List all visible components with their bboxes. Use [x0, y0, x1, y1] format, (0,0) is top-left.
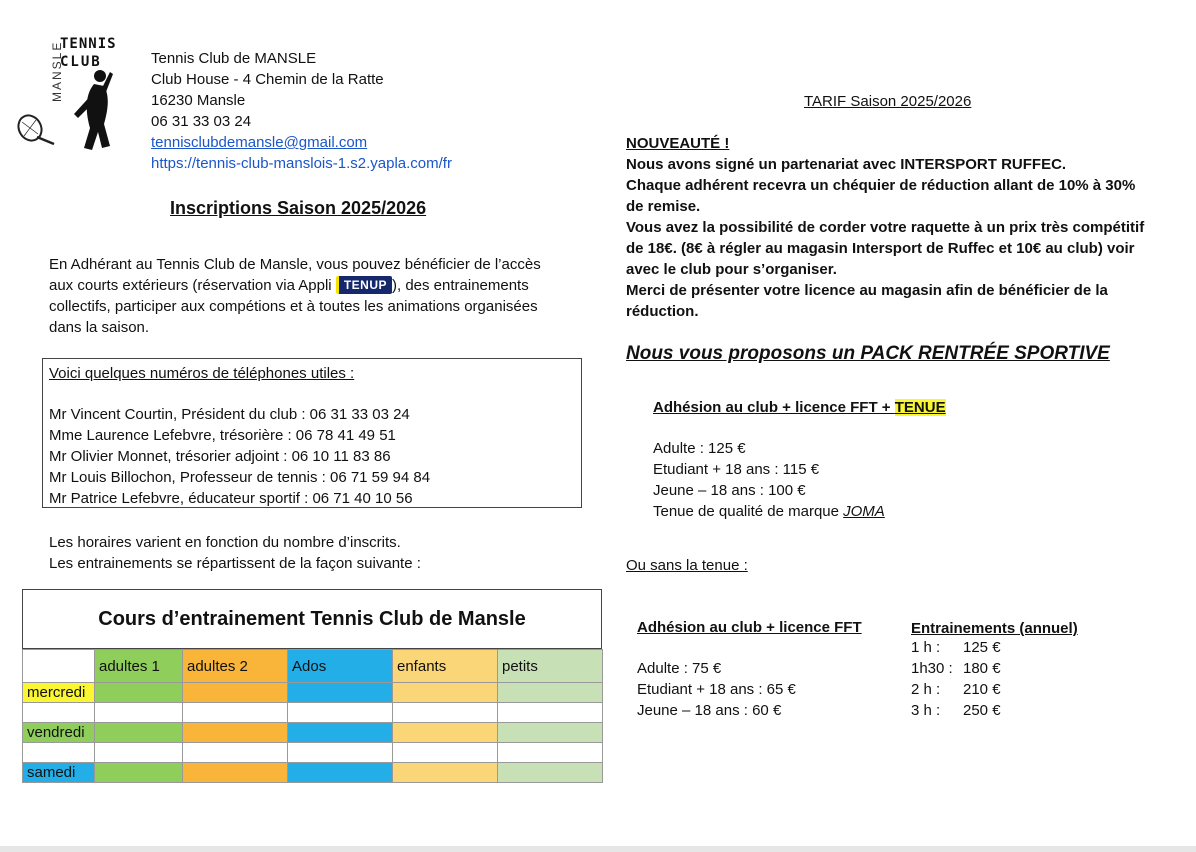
table-row [23, 683, 603, 703]
contact-item: Mr Patrice Lefebvre, éducateur sportif : 06 71 40 10 56 [49, 490, 413, 507]
hours-line1: Les horaires varient en fonction du nombre d’inscrits. [49, 534, 401, 551]
club-address1: Club House - 4 Chemin de la Ratte [151, 71, 384, 88]
column-header: enfants [393, 650, 498, 683]
table-row [23, 763, 603, 783]
training-heading: Entrainements (annuel) [911, 620, 1078, 637]
tenue-highlight: TENUE [894, 399, 946, 416]
intro-line1: En Adhérant au Tennis Club de Mansle, vous pouvez bénéficier de l’accès [49, 256, 541, 273]
phone-numbers-box [42, 358, 582, 508]
page-bottom-border [0, 846, 1196, 852]
intro-line2: aux courts extérieurs (réservation via Appli TENUP ), des entrainements [49, 277, 529, 294]
empty-header-cell [23, 650, 95, 683]
news-line: Merci de présenter votre licence au magasin afin de bénéficier de la [626, 282, 1108, 299]
table-cell [23, 743, 95, 763]
table-cell [288, 743, 393, 763]
table-cell [95, 743, 183, 763]
adhesion-heading: Adhésion au club + licence FFT [637, 619, 862, 636]
price-item: Jeune – 18 ans : 60 € [637, 702, 782, 719]
news-line: réduction. [626, 303, 699, 320]
table-cell [183, 703, 288, 723]
club-website-link[interactable]: https://tennis-club-manslois-1.s2.yapla.com/fr [151, 155, 452, 172]
phones-heading: Voici quelques numéros de téléphones utiles : [49, 365, 355, 382]
schedule-table [22, 589, 602, 783]
table-cell [95, 683, 183, 703]
table-cell [393, 703, 498, 723]
table-cell [95, 723, 183, 743]
tarif-heading: TARIF Saison 2025/2026 [804, 93, 972, 110]
table-header-row [23, 650, 603, 683]
tenue-line: Tenue de qualité de marque JOMA [653, 503, 885, 520]
club-info [151, 48, 452, 174]
training-row: 2 h : 210 € [911, 681, 1001, 698]
table-cell [288, 763, 393, 783]
table-cell [498, 743, 603, 763]
tenup-logo: TENUP [336, 276, 392, 294]
club-phone: 06 31 33 03 24 [151, 113, 252, 130]
intro-line4: dans la saison. [49, 319, 150, 336]
news-line: Vous avez la possibilité de corder votre raquette à un prix très compétitif [626, 219, 1145, 236]
pack-title: Nous vous proposons un PACK RENTRÉE SPORTIVE [626, 343, 1110, 364]
column-header: petits [498, 650, 603, 683]
inscriptions-heading: Inscriptions Saison 2025/2026 [170, 198, 427, 218]
table-cell [183, 683, 288, 703]
training-row: 1h30 : 180 € [911, 660, 1001, 677]
table-cell [393, 723, 498, 743]
table-cell [183, 743, 288, 763]
price-item: Jeune – 18 ans : 100 € [653, 482, 806, 499]
club-name: Tennis Club de MANSLE [151, 50, 317, 67]
table-row [23, 743, 603, 763]
news-line: de remise. [626, 198, 701, 215]
table-cell [498, 723, 603, 743]
schedule-title: Cours d’entrainement Tennis Club de Mansle [22, 589, 602, 649]
table-cell [95, 763, 183, 783]
hours-line2: Les entrainements se répartissent de la façon suivante : [49, 555, 421, 572]
contact-item: Mme Laurence Lefebvre, trésorière : 06 78 41 49 51 [49, 427, 396, 444]
price-item: Adulte : 125 € [653, 440, 746, 457]
club-logo [14, 36, 117, 166]
adhesion-prices [637, 658, 796, 721]
table-cell [393, 763, 498, 783]
table-cell [95, 703, 183, 723]
table-row [23, 703, 603, 723]
table-cell [23, 703, 95, 723]
news-line: Chaque adhérent recevra un chéquier de réduction allant de 10% à 30% [626, 177, 1136, 194]
table-cell [498, 703, 603, 723]
logo-line1: TENNIS [60, 36, 117, 52]
table-row [23, 723, 603, 743]
club-address2: 16230 Mansle [151, 92, 246, 109]
day-label: samedi [23, 763, 95, 783]
hours-text [49, 532, 421, 574]
contact-list [49, 404, 430, 509]
schedule-grid [22, 649, 603, 783]
price-item: Adulte : 75 € [637, 660, 722, 677]
nouveaute-label: NOUVEAUTÉ ! [626, 135, 730, 152]
table-cell [393, 683, 498, 703]
club-email-link[interactable]: tennisclubdemansle@gmail.com [151, 134, 368, 151]
training-row: 3 h : 250 € [911, 702, 1001, 719]
training-row: 1 h : 125 € [911, 639, 1001, 656]
table-cell [183, 763, 288, 783]
table-cell [498, 763, 603, 783]
logo-vertical: MANSLE [50, 40, 64, 102]
news-line: Nous avons signé un partenariat avec INTERSPORT RUFFEC. [626, 156, 1067, 173]
price-item: Etudiant + 18 ans : 115 € [653, 461, 820, 478]
table-cell [288, 683, 393, 703]
table-cell [288, 723, 393, 743]
column-header: Ados [288, 650, 393, 683]
table-cell [183, 723, 288, 743]
table-cell [393, 743, 498, 763]
contact-item: Mr Olivier Monnet, trésorier adjoint : 06 10 11 83 86 [49, 448, 391, 465]
news-line: avec le club pour s’organiser. [626, 261, 837, 278]
day-label: mercredi [23, 683, 95, 703]
pack-heading: Adhésion au club + licence FFT + TENUE [653, 399, 946, 416]
table-cell [288, 703, 393, 723]
column-header: adultes 2 [183, 650, 288, 683]
contact-item: Mr Louis Billochon, Professeur de tennis : 06 71 59 94 84 [49, 469, 431, 486]
contact-item: Mr Vincent Courtin, Président du club : 06 31 33 03 24 [49, 406, 410, 423]
news-block [626, 133, 1186, 322]
price-item: Etudiant + 18 ans : 65 € [637, 681, 796, 698]
logo-line2: CLUB [60, 54, 102, 70]
day-label: vendredi [23, 723, 95, 743]
table-cell [498, 683, 603, 703]
news-line: de 18€. (8€ à régler au magasin Intersport de Ruffec et 10€ au club) voir [626, 240, 1135, 257]
pack-prices [653, 438, 885, 522]
intro-line3: collectifs, participer aux compétions et à toutes les animations organisées [49, 298, 538, 315]
training-prices [911, 637, 1001, 721]
sans-tenue-label: Ou sans la tenue : [626, 557, 748, 574]
intro-paragraph [49, 254, 589, 338]
column-header: adultes 1 [95, 650, 183, 683]
